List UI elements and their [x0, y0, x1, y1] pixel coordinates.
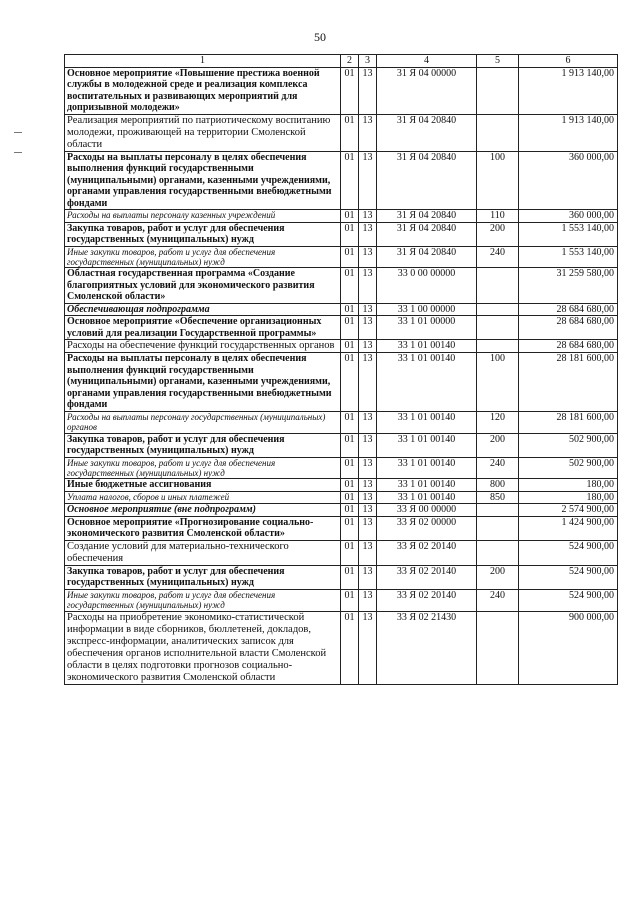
- table-row: [65, 411, 618, 433]
- row-name: Обеспечивающая подпрограмма: [65, 303, 341, 316]
- row-subsection: 13: [359, 151, 377, 210]
- row-section: 01: [341, 303, 359, 316]
- row-target-article: 31 Я 04 20840: [377, 151, 477, 210]
- row-amount: 524 900,00: [519, 589, 618, 611]
- table-row: [65, 151, 618, 210]
- row-target-article: 33 1 01 00140: [377, 411, 477, 433]
- table-row: [65, 611, 618, 684]
- row-expense-type: 100: [477, 353, 519, 412]
- table-row: [65, 303, 618, 316]
- table-row: [65, 491, 618, 504]
- table-row: [65, 340, 618, 353]
- row-section: 01: [341, 246, 359, 268]
- row-expense-type: [477, 67, 519, 114]
- header-cell-target-article: 4: [377, 55, 477, 68]
- row-subsection: 13: [359, 340, 377, 353]
- row-subsection: 13: [359, 411, 377, 433]
- header-cell-expense-type: 5: [477, 55, 519, 68]
- row-target-article: 33 0 00 00000: [377, 268, 477, 304]
- table-row: [65, 114, 618, 151]
- row-amount: 1 424 900,00: [519, 516, 618, 540]
- row-name: Основное мероприятие «Повышение престижа военной службы в молодежной среде и реализация комплекса воспитательных и развивающих мероприятий для допризывной молодежи»: [65, 67, 341, 114]
- row-amount: 2 574 900,00: [519, 504, 618, 517]
- row-section: 01: [341, 516, 359, 540]
- row-name: Основное мероприятие (вне подпрограмм): [65, 504, 341, 517]
- row-amount: 1 553 140,00: [519, 222, 618, 246]
- table-row: [65, 210, 618, 223]
- row-amount: 1 553 140,00: [519, 246, 618, 268]
- row-target-article: 33 1 01 00140: [377, 479, 477, 492]
- table-row: [65, 504, 618, 517]
- row-expense-type: 100: [477, 151, 519, 210]
- row-amount: 1 913 140,00: [519, 67, 618, 114]
- row-expense-type: 800: [477, 479, 519, 492]
- table-row: [65, 316, 618, 340]
- budget-table: [64, 54, 618, 685]
- row-subsection: 13: [359, 222, 377, 246]
- row-target-article: 31 Я 04 20840: [377, 246, 477, 268]
- row-section: 01: [341, 316, 359, 340]
- row-section: 01: [341, 457, 359, 479]
- row-subsection: 13: [359, 516, 377, 540]
- row-section: 01: [341, 353, 359, 412]
- table-row: [65, 222, 618, 246]
- row-subsection: 13: [359, 589, 377, 611]
- row-target-article: 33 1 01 00140: [377, 433, 477, 457]
- table-row: [65, 433, 618, 457]
- row-amount: 360 000,00: [519, 210, 618, 223]
- row-subsection: 13: [359, 246, 377, 268]
- row-expense-type: 200: [477, 222, 519, 246]
- row-name: Закупка товаров, работ и услуг для обеспечения государственных (муниципальных) нужд: [65, 433, 341, 457]
- table-row: [65, 589, 618, 611]
- row-expense-type: [477, 114, 519, 151]
- row-section: 01: [341, 151, 359, 210]
- row-name: Уплата налогов, сборов и иных платежей: [65, 491, 341, 504]
- row-name: Расходы на обеспечение функций государственных органов: [65, 340, 341, 353]
- row-section: 01: [341, 210, 359, 223]
- row-amount: 502 900,00: [519, 457, 618, 479]
- row-subsection: 13: [359, 540, 377, 565]
- row-amount: 360 000,00: [519, 151, 618, 210]
- row-expense-type: 200: [477, 433, 519, 457]
- row-name: Реализация мероприятий по патриотическому воспитанию молодежи, проживающей на территории Смоленской области: [65, 114, 341, 151]
- table-row: [65, 565, 618, 589]
- row-expense-type: [477, 540, 519, 565]
- row-expense-type: 120: [477, 411, 519, 433]
- row-amount: 31 259 580,00: [519, 268, 618, 304]
- header-cell-section: 2: [341, 55, 359, 68]
- row-subsection: 13: [359, 479, 377, 492]
- row-amount: 28 181 600,00: [519, 411, 618, 433]
- row-amount: 1 913 140,00: [519, 114, 618, 151]
- row-target-article: 33 1 01 00140: [377, 340, 477, 353]
- row-name: Иные закупки товаров, работ и услуг для обеспечения государственных (муниципальных) нужд: [65, 246, 341, 268]
- row-section: 01: [341, 114, 359, 151]
- row-expense-type: 240: [477, 246, 519, 268]
- row-target-article: 33 1 01 00140: [377, 491, 477, 504]
- row-amount: 28 684 680,00: [519, 303, 618, 316]
- header-cell-subsection: 3: [359, 55, 377, 68]
- row-subsection: 13: [359, 433, 377, 457]
- row-amount: 28 181 600,00: [519, 353, 618, 412]
- row-expense-type: 240: [477, 457, 519, 479]
- row-name: Основное мероприятие «Обеспечение организационных условий для реализации Государственной программы»: [65, 316, 341, 340]
- row-name: Расходы на выплаты персоналу казенных учреждений: [65, 210, 341, 223]
- table-row: [65, 479, 618, 492]
- row-subsection: 13: [359, 316, 377, 340]
- row-target-article: 33 Я 02 20140: [377, 565, 477, 589]
- table-body: [65, 67, 618, 685]
- row-target-article: 33 Я 02 20140: [377, 540, 477, 565]
- row-expense-type: 200: [477, 565, 519, 589]
- row-section: 01: [341, 540, 359, 565]
- table-row: [65, 67, 618, 114]
- row-subsection: 13: [359, 353, 377, 412]
- row-section: 01: [341, 268, 359, 304]
- row-target-article: 31 Я 04 20840: [377, 114, 477, 151]
- table-row: [65, 516, 618, 540]
- row-subsection: 13: [359, 268, 377, 304]
- row-target-article: 31 Я 04 20840: [377, 222, 477, 246]
- margin-mark: [14, 132, 22, 133]
- row-name: Расходы на выплаты персоналу в целях обеспечения выполнения функций государственными (муниципальными) органами, казенными учреждениями, органами управления государственными внебюджетными фондами: [65, 151, 341, 210]
- row-expense-type: [477, 268, 519, 304]
- row-name: Основное мероприятие «Прогнозирование социально-экономического развития Смоленской области»: [65, 516, 341, 540]
- row-name: Иные закупки товаров, работ и услуг для обеспечения государственных (муниципальных) нужд: [65, 457, 341, 479]
- row-expense-type: 110: [477, 210, 519, 223]
- row-amount: 524 900,00: [519, 540, 618, 565]
- row-amount: 502 900,00: [519, 433, 618, 457]
- row-target-article: 33 Я 00 00000: [377, 504, 477, 517]
- row-target-article: 31 Я 04 00000: [377, 67, 477, 114]
- table-row: [65, 457, 618, 479]
- row-name: Расходы на приобретение экономико-статистической информации в виде сборников, бюллетеней, докладов, экспресс-информации, аналитических записок для обеспечения органов исполнительной власти Смоленской области в целях подготовки прогнозов социально-экономического развития Смоленской области: [65, 611, 341, 684]
- row-amount: 180,00: [519, 479, 618, 492]
- row-amount: 900 000,00: [519, 611, 618, 684]
- row-section: 01: [341, 589, 359, 611]
- row-subsection: 13: [359, 303, 377, 316]
- row-name: Иные закупки товаров, работ и услуг для обеспечения государственных (муниципальных) нужд: [65, 589, 341, 611]
- row-expense-type: [477, 316, 519, 340]
- row-expense-type: [477, 340, 519, 353]
- row-subsection: 13: [359, 114, 377, 151]
- header-cell-name: 1: [65, 55, 341, 68]
- row-target-article: 33 1 00 00000: [377, 303, 477, 316]
- row-target-article: 33 Я 02 00000: [377, 516, 477, 540]
- row-section: 01: [341, 491, 359, 504]
- row-target-article: 33 1 01 00140: [377, 457, 477, 479]
- row-section: 01: [341, 67, 359, 114]
- row-name: Создание условий для материально-технического обеспечения: [65, 540, 341, 565]
- row-subsection: 13: [359, 491, 377, 504]
- row-expense-type: [477, 303, 519, 316]
- row-section: 01: [341, 479, 359, 492]
- row-section: 01: [341, 504, 359, 517]
- row-target-article: 31 Я 04 20840: [377, 210, 477, 223]
- row-name: Иные бюджетные ассигнования: [65, 479, 341, 492]
- row-amount: 524 900,00: [519, 565, 618, 589]
- row-section: 01: [341, 222, 359, 246]
- row-expense-type: 850: [477, 491, 519, 504]
- row-name: Расходы на выплаты персоналу в целях обеспечения выполнения функций государственными (муниципальными) органами, казенными учреждениями, органами управления государственными внебюджетными фондами: [65, 353, 341, 412]
- row-name: Закупка товаров, работ и услуг для обеспечения государственных (муниципальных) нужд: [65, 222, 341, 246]
- row-expense-type: [477, 516, 519, 540]
- row-section: 01: [341, 433, 359, 457]
- row-subsection: 13: [359, 67, 377, 114]
- row-amount: 28 684 680,00: [519, 316, 618, 340]
- header-cell-amount: 6: [519, 55, 618, 68]
- table-row: [65, 353, 618, 412]
- margin-mark: [14, 152, 22, 153]
- row-target-article: 33 Я 02 21430: [377, 611, 477, 684]
- row-target-article: 33 1 01 00000: [377, 316, 477, 340]
- table-row: [65, 268, 618, 304]
- row-subsection: 13: [359, 565, 377, 589]
- row-name: Расходы на выплаты персоналу государственных (муниципальных) органов: [65, 411, 341, 433]
- row-subsection: 13: [359, 504, 377, 517]
- row-amount: 180,00: [519, 491, 618, 504]
- table-row: [65, 246, 618, 268]
- row-target-article: 33 1 01 00140: [377, 353, 477, 412]
- row-subsection: 13: [359, 457, 377, 479]
- page-number: 50: [314, 30, 326, 44]
- row-subsection: 13: [359, 210, 377, 223]
- row-section: 01: [341, 411, 359, 433]
- row-name: Областная государственная программа «Создание благоприятных условий для экономического развития Смоленской области»: [65, 268, 341, 304]
- row-section: 01: [341, 340, 359, 353]
- row-name: Закупка товаров, работ и услуг для обеспечения государственных (муниципальных) нужд: [65, 565, 341, 589]
- row-section: 01: [341, 611, 359, 684]
- row-section: 01: [341, 565, 359, 589]
- row-target-article: 33 Я 02 20140: [377, 589, 477, 611]
- table-row: [65, 540, 618, 565]
- header-row: [65, 55, 618, 68]
- row-subsection: 13: [359, 611, 377, 684]
- row-expense-type: [477, 611, 519, 684]
- row-expense-type: [477, 504, 519, 517]
- row-amount: 28 684 680,00: [519, 340, 618, 353]
- row-expense-type: 240: [477, 589, 519, 611]
